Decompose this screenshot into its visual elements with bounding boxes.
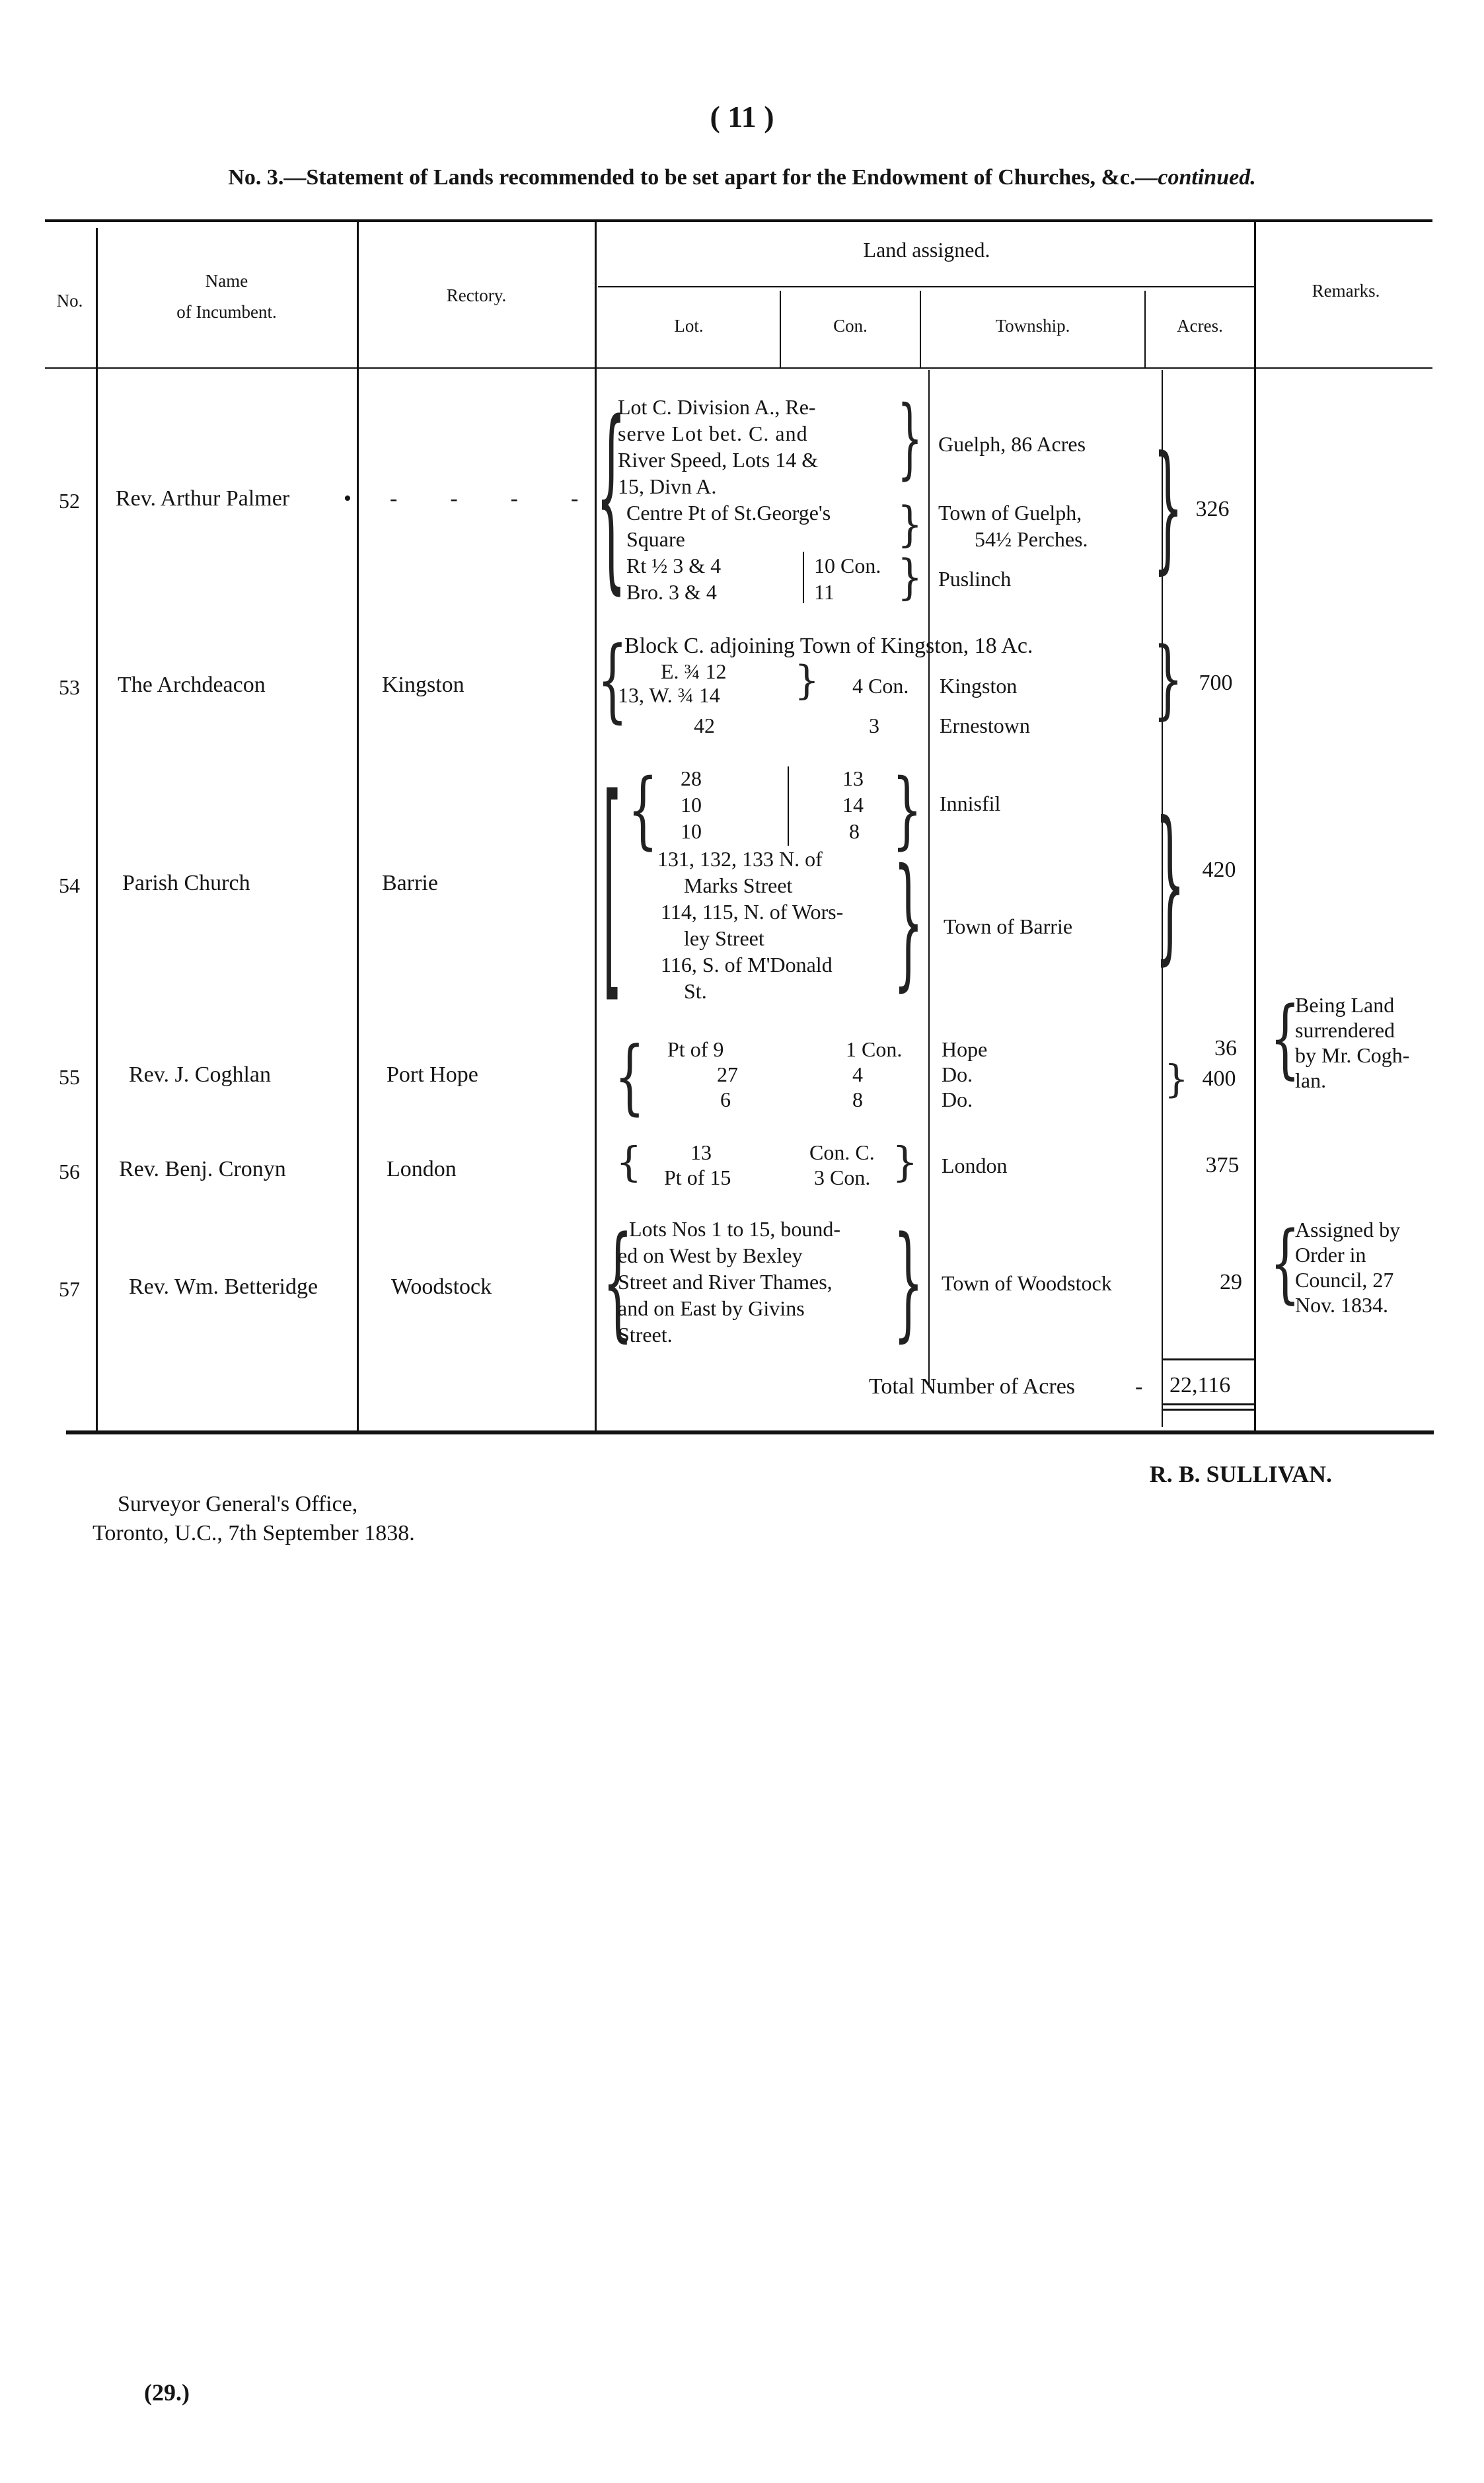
lot-outer-left-brace: [: [603, 747, 622, 1024]
con-value: 14: [842, 793, 864, 817]
township-value: Town of Barrie: [944, 914, 1073, 938]
con-right-brace: }: [897, 550, 923, 605]
con-value: 4 Con.: [852, 674, 909, 698]
township-value: Town of Woodstock: [942, 1271, 1112, 1295]
total-double-rule: [1163, 1409, 1255, 1411]
office-line: Surveyor General's Office,: [118, 1492, 358, 1516]
rectory-dashes: •: [344, 486, 352, 511]
lot-line: Lots Nos 1 to 15, bound-: [629, 1217, 840, 1241]
lot-line: Street and River Thames,: [618, 1270, 833, 1294]
page-number: ( 11 ): [710, 100, 774, 133]
remarks-brace: {: [1270, 988, 1300, 1088]
office-line: Toronto, U.C., 7th September 1838.: [93, 1521, 415, 1545]
lot-left-brace: {: [614, 1029, 645, 1124]
header-name: [98, 271, 355, 322]
lot-line: 114, 115, N. of Wors-: [661, 900, 844, 924]
township-value: Do.: [942, 1088, 973, 1111]
header-land-assigned: Land assigned.: [863, 238, 990, 262]
con-value: 3: [869, 714, 879, 737]
rectory-dashes: ----: [390, 486, 632, 511]
lot-right-brace: }: [794, 657, 820, 704]
acres-brace: }: [1153, 426, 1183, 587]
acres-value: 420: [1202, 858, 1236, 882]
lot-left-brace: {: [628, 760, 658, 858]
lot-line: E. ¾ 12: [661, 659, 727, 683]
lot-line: Bro. 3 & 4: [626, 580, 717, 604]
township-value: Puslinch: [938, 567, 1012, 591]
con-value: 10 Con.: [814, 554, 881, 577]
col-rule-lot-inner-52: [803, 552, 804, 603]
row-number: 56: [59, 1160, 80, 1183]
lot-line: River Speed, Lots 14 &: [618, 448, 819, 472]
remark-line: lan.: [1295, 1068, 1327, 1092]
header-no: No.: [56, 291, 83, 311]
incumbent-name: Rev. Arthur Palmer: [116, 486, 290, 511]
title-main: No. 3.—Statement of Lands recommended to be set apart for the Endowment of Churches, &c.: [228, 165, 1136, 190]
con-right-brace: }: [892, 1138, 918, 1186]
row-number: 52: [59, 489, 80, 513]
acres-value: 29: [1220, 1270, 1242, 1294]
lot-left-brace: {: [616, 1138, 642, 1186]
col-rule-lot-inner-54: [788, 766, 789, 846]
lot-right-brace: }: [893, 1209, 924, 1354]
acres-brace: }: [1155, 786, 1185, 980]
township-value: London: [942, 1154, 1008, 1177]
lot-right-brace: }: [893, 838, 924, 1004]
lot-right-brace: }: [897, 497, 923, 552]
remarks-brace: {: [1270, 1212, 1300, 1313]
total-label: Total Number of Acres: [869, 1374, 1076, 1399]
acres-value: 700: [1199, 671, 1233, 695]
lot-line: 131, 132, 133 N. of: [657, 847, 823, 871]
signature: R. B. SULLIVAN.: [1149, 1461, 1332, 1487]
con-value: Con. C.: [809, 1140, 875, 1164]
incumbent-name: Rev. J. Coghlan: [129, 1062, 272, 1087]
acres-value: 326: [1195, 497, 1230, 521]
township-value: 54½ Perches.: [975, 527, 1088, 551]
lot-line: 6: [720, 1088, 731, 1111]
lot-line: 27: [717, 1062, 738, 1086]
total-double-rule: [1163, 1403, 1255, 1405]
township-value: Kingston: [940, 674, 1018, 698]
township-value: Ernestown: [940, 714, 1030, 737]
table-bottom-rule: [66, 1430, 1434, 1434]
rectory-name: Port Hope: [387, 1062, 478, 1087]
title-continued: —continued.: [1135, 165, 1256, 190]
lot-line: ley Street: [684, 926, 764, 950]
row-number: 53: [59, 675, 80, 699]
lot-line: 42: [694, 714, 715, 737]
con-value: 4: [852, 1062, 863, 1086]
lot-left-brace: {: [596, 378, 626, 612]
con-value: 13: [842, 766, 864, 790]
lot-left-brace: {: [603, 1209, 633, 1354]
lot-line: Rt ½ 3 & 4: [626, 554, 722, 577]
row-number: 55: [59, 1065, 80, 1089]
header-township: Township.: [995, 316, 1070, 336]
lot-line: and on East by Givins: [618, 1296, 805, 1320]
remark-line: Order in: [1295, 1243, 1366, 1267]
rectory-name: London: [387, 1157, 457, 1181]
lot-line: 13: [690, 1140, 712, 1164]
acres-brace: }: [1164, 1056, 1189, 1101]
acres-value: 400: [1202, 1066, 1236, 1091]
header-con: Con.: [833, 316, 868, 336]
lot-line: 10: [681, 793, 702, 817]
total-value: 22,116: [1169, 1373, 1231, 1397]
con-value: 8: [849, 819, 860, 843]
remark-line: surrendered: [1295, 1018, 1395, 1042]
header-name-bottom: of Incumbent.: [176, 302, 277, 322]
township-value: Hope: [942, 1037, 988, 1061]
lot-line: ed on West by Bexley: [618, 1243, 803, 1267]
remark-line: Assigned by: [1295, 1218, 1401, 1242]
incumbent-name: Rev. Wm. Betteridge: [129, 1275, 318, 1299]
col-rule-no: [96, 228, 98, 1432]
col-rule-acres: [1254, 219, 1256, 1430]
lot-line: serve Lot bet. C. and: [618, 422, 808, 445]
lot-line: St.: [684, 979, 707, 1003]
lot-line: Centre Pt of St.George's: [626, 501, 831, 525]
lot-line: 15, Divn A.: [618, 474, 717, 498]
office-address: [93, 1490, 415, 1548]
incumbent-name: The Archdeacon: [118, 673, 266, 697]
township-value: Do.: [942, 1062, 973, 1086]
lot-right-brace: }: [897, 388, 923, 490]
lot-line: 10: [681, 819, 702, 843]
township-value: Guelph, 86 Acres: [938, 432, 1086, 456]
land-assigned-rule: [598, 286, 1255, 287]
lot-line: Pt of 9: [667, 1037, 724, 1061]
con-value: 3 Con.: [814, 1166, 871, 1189]
statement-title: [0, 165, 1484, 190]
lot-left-brace: {: [597, 626, 628, 733]
rectory-name: Barrie: [382, 871, 438, 895]
con-value: 11: [814, 580, 835, 604]
header-name-top: Name: [205, 271, 248, 291]
col-rule-name: [357, 219, 359, 1430]
incumbent-name: Parish Church: [122, 871, 250, 895]
remark-line: Nov. 1834.: [1295, 1293, 1389, 1317]
table-top-rule: [45, 219, 1432, 222]
rectory-name: Woodstock: [391, 1275, 492, 1299]
header-acres: Acres.: [1177, 316, 1223, 336]
lot-line: 116, S. of M'Donald: [661, 953, 833, 977]
lot-line: Square: [626, 527, 685, 551]
remark-line: by Mr. Cogh-: [1295, 1043, 1410, 1067]
footer-number: (29.): [144, 2379, 190, 2406]
lot-line: Pt of 15: [664, 1166, 731, 1189]
remark-line: Being Land: [1295, 993, 1395, 1017]
total-rule: [1163, 1358, 1255, 1360]
lot-line: Street.: [618, 1323, 673, 1347]
header-remarks: Remarks.: [1312, 281, 1380, 301]
lot-line: 28: [681, 766, 702, 790]
rectory-name: Kingston: [382, 673, 464, 697]
lot-line: Lot C. Division A., Re-: [618, 395, 816, 419]
con-right-brace: }: [892, 760, 922, 858]
total-dash: -: [1135, 1374, 1143, 1399]
incumbent-name: Rev. Benj. Cronyn: [119, 1157, 286, 1181]
con-value: 1 Con.: [846, 1037, 903, 1061]
con-value: 8: [852, 1088, 863, 1111]
header-rectory: Rectory.: [446, 285, 507, 305]
header-lot: Lot.: [674, 316, 704, 336]
township-value: Innisfil: [940, 792, 1001, 815]
col-rule-township-body: [928, 370, 930, 1388]
row-number: 54: [59, 873, 80, 897]
header-bottom-rule: [45, 367, 1432, 369]
lot-line: Block C. adjoining Town of Kingston, 18 Ac.: [624, 634, 1033, 658]
acres-value: 36: [1214, 1036, 1237, 1060]
lot-line: 13, W. ¾ 14: [618, 683, 720, 707]
acres-value: 375: [1205, 1153, 1240, 1177]
remark-line: Council, 27: [1295, 1268, 1394, 1292]
acres-brace: }: [1153, 628, 1183, 729]
lot-line: Marks Street: [684, 873, 793, 897]
row-number: 57: [59, 1277, 80, 1301]
township-value: Town of Guelph,: [938, 501, 1082, 525]
